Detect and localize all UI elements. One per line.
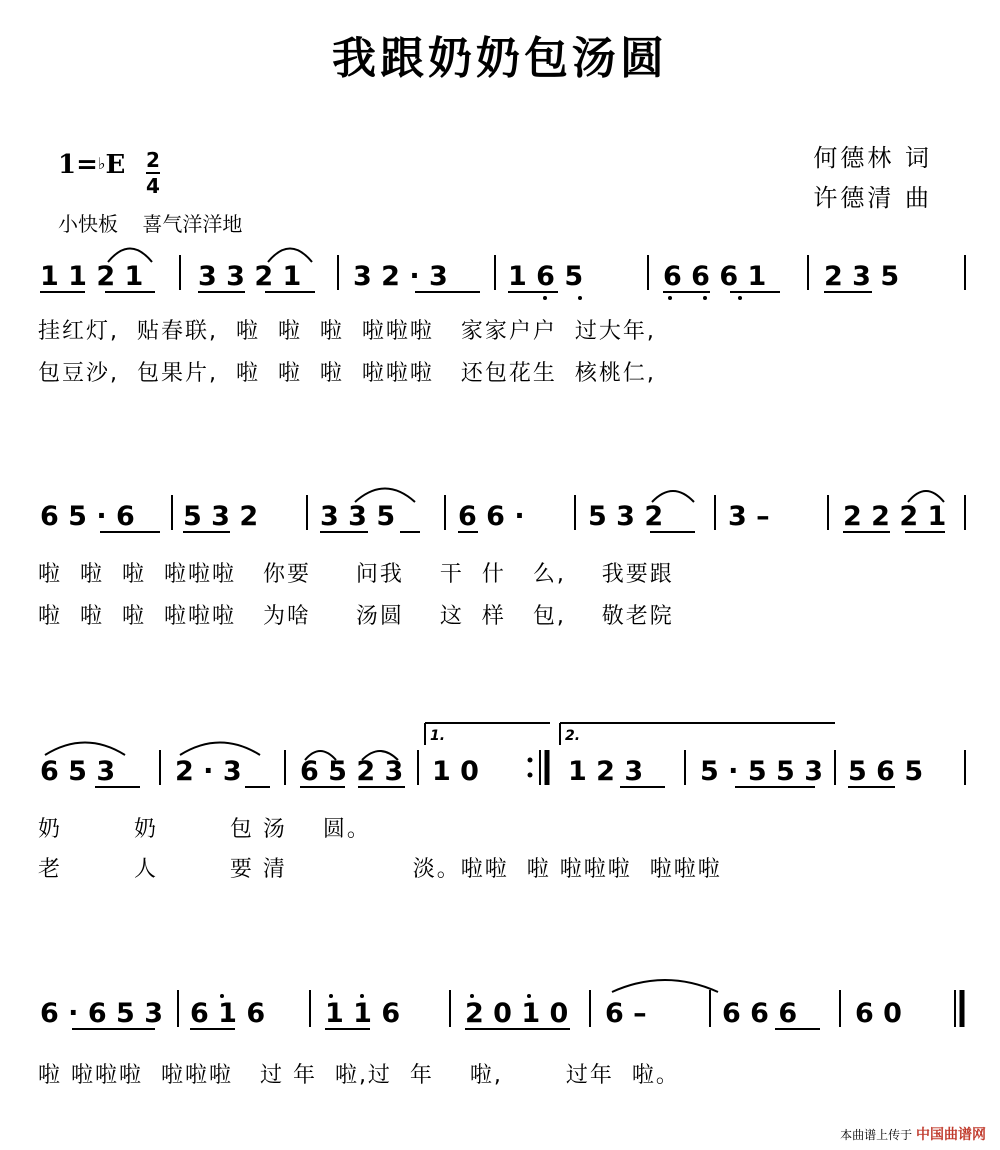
lyrics-line: 挂红灯, 贴春联, 啦 啦 啦 啦啦啦 家家户户 过大年,	[38, 319, 656, 344]
notation-system-2	[40, 489, 965, 533]
svg-text:6 6 ·: 6 6 ·	[458, 501, 525, 532]
svg-text:3 3 2 1: 3 3 2 1	[198, 261, 302, 292]
svg-text:6 1 6: 6 1 6	[190, 998, 266, 1029]
lyricist-credit: 何德林 词	[813, 144, 932, 172]
svg-text:6 5 · 6: 6 5 · 6	[40, 501, 135, 532]
svg-text:6 –: 6 –	[605, 998, 647, 1029]
svg-text:6 6 6: 6 6 6	[722, 998, 798, 1029]
svg-text:1.: 1.	[430, 728, 446, 744]
svg-text:1 6 5: 1 6 5	[508, 261, 584, 292]
svg-text:3 –: 3 –	[728, 501, 770, 532]
svg-text:3 2 · 3: 3 2 · 3	[353, 261, 448, 292]
notation-system-4	[40, 980, 962, 1029]
tempo-marking: 小快板 喜气洋洋地	[58, 212, 243, 236]
svg-text:3 3 5: 3 3 5	[320, 501, 396, 532]
lyrics-line: 老 人 要 清 淡。啦啦 啦 啦啦啦 啦啦啦	[38, 857, 722, 882]
svg-text:1 1 6: 1 1 6	[325, 998, 401, 1029]
song-title: 我跟奶奶包汤圆	[332, 33, 668, 84]
svg-text:6 · 6 5 3: 6 · 6 5 3	[40, 998, 164, 1029]
svg-text:2 · 3: 2 · 3	[175, 756, 242, 787]
composer-credit: 许德清 曲	[813, 184, 932, 212]
svg-text:2 3 5: 2 3 5	[824, 261, 900, 292]
key-signature: 1=♭E	[58, 150, 126, 180]
lyrics-line: 包豆沙, 包果片, 啦 啦 啦 啦啦啦 还包花生 核桃仁,	[38, 361, 656, 386]
svg-text:2.: 2.	[565, 728, 581, 744]
svg-text:5 3 2: 5 3 2	[183, 501, 259, 532]
site-logo[interactable]: 中国曲谱网	[916, 1127, 986, 1143]
svg-text:6 5 2 3: 6 5 2 3	[300, 756, 404, 787]
lyrics-line: 啦 啦 啦 啦啦啦 为啥 汤圆 这 样 包, 敬老院	[38, 604, 674, 629]
svg-text:1 2 3: 1 2 3	[568, 756, 644, 787]
lyrics-line: 啦 啦 啦 啦啦啦 你要 问我 干 什 么, 我要跟	[38, 562, 674, 587]
footer-credit: 本曲谱上传于 中国曲谱网	[840, 1127, 986, 1143]
notation-system-1	[40, 249, 965, 301]
time-signature: 2 4	[146, 148, 160, 198]
svg-text:6 0: 6 0	[855, 998, 902, 1029]
svg-text:6 6 6 1: 6 6 6 1	[663, 261, 767, 292]
svg-text:1 0: 1 0	[432, 756, 479, 787]
svg-text:2 2 2 1: 2 2 2 1	[843, 501, 947, 532]
notation-system-3	[40, 723, 965, 787]
lyrics-line: 啦 啦啦啦 啦啦啦 过 年 啦,过 年 啦, 过年 啦。	[38, 1063, 680, 1088]
svg-text:6 5 3: 6 5 3	[40, 756, 116, 787]
lyrics-line: 奶 奶 包 汤 圆。	[38, 817, 371, 842]
svg-text:5 · 5 5 3: 5 · 5 5 3	[700, 756, 824, 787]
svg-text:2 0 1 0: 2 0 1 0	[465, 998, 569, 1029]
svg-text:5 6 5: 5 6 5	[848, 756, 924, 787]
svg-text:1 1 2 1: 1 1 2 1	[40, 261, 144, 292]
svg-text:5 3 2: 5 3 2	[588, 501, 664, 532]
